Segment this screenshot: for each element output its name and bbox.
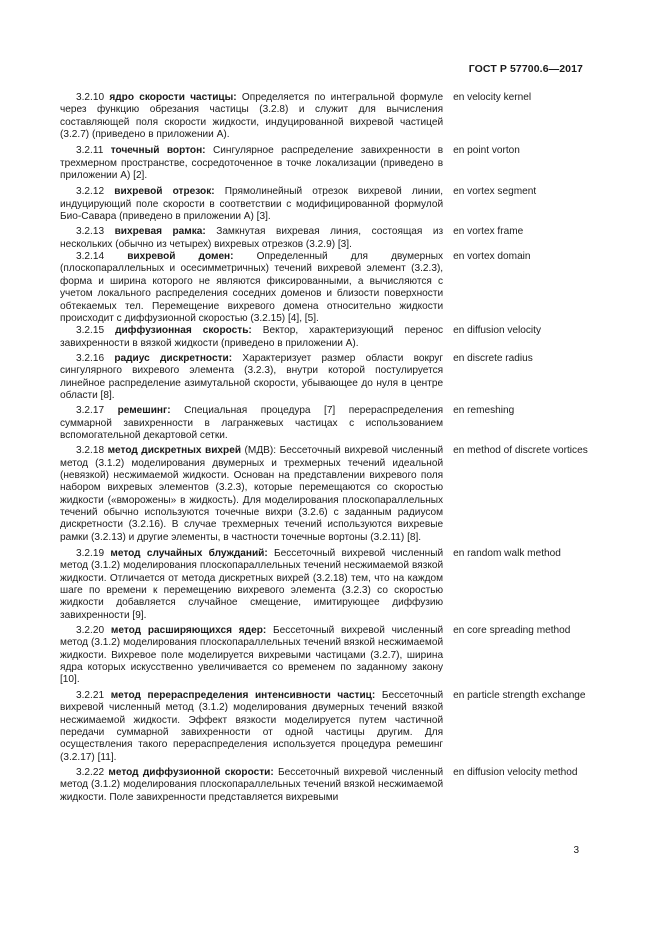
definition-text — [60, 625, 443, 687]
term-definition: Вектор, характеризующий перенос завихренности в вязкой жидкости (приведено в приложении А). — [60, 325, 444, 349]
term-number: 3.2.20 — [76, 625, 105, 637]
definition-text — [60, 186, 443, 223]
definition-entry — [60, 690, 600, 764]
english-equivalent: en vortex segment — [453, 186, 537, 198]
term-definition: Прямолинейный отрезок вихревой линии, индуцирующий поле скорости в соответствии с модифицированной формулой Био-Савара (приведено в приложении А) [3]. — [60, 186, 444, 223]
definition-entry — [60, 145, 600, 182]
english-equivalent: en core spreading method — [453, 625, 571, 637]
term-number: 3.2.12 — [76, 186, 105, 198]
definition-entry — [60, 767, 600, 804]
english-equivalent: en velocity kernel — [453, 92, 532, 103]
definition-text — [60, 353, 443, 402]
term-definition: Определенный для двумерных (плоскопараллельных и осесимметричных) течений вихревой элемент (3.2.3), форма и ширина которого не являются фиксированными, а вычисляются с учетом локального распределения соседних доменов и близости поверхности обтекаемых тел. Перемещение вихревого домена относительно жидкости происходит с диффузионной скоростью (3.2.15) [4], [5]. — [60, 251, 444, 324]
term-definition: Бессеточный вихревой численный метод (3.1.2) моделирования плоскопараллельных течений вязкой несжимаемой жидкости. Вихревое поле моделируется вихревыми частицами (3.2.7), ширина ядра которых искусственно увеличивается со временем по заданному закону [10]. — [60, 625, 444, 686]
term-name: радиус дискретности: — [114, 352, 233, 364]
definition-text — [60, 325, 443, 350]
term-definition: Бессеточный вихревой численный метод (3.1.2) моделирования плоскопараллельных течений вязкой несжимаемой жидкости. Поле завихренности представляется вихревыми — [60, 766, 444, 803]
term-number: 3.2.17 — [76, 405, 105, 417]
definition-entry — [60, 353, 600, 402]
term-definition: Сингулярное распределение завихренности в трехмерном пространстве, сосредоточенное в точке локализации (приведено в приложении А) [2]. — [60, 145, 444, 182]
term-name: метод диффузионной скорости: — [108, 766, 274, 778]
term-number: 3.2.10 — [76, 92, 105, 103]
term-name: метод дискретных вихрей — [107, 445, 242, 457]
term-number: 3.2.21 — [76, 689, 105, 701]
definition-entry — [60, 186, 600, 223]
definition-text — [60, 767, 443, 804]
definition-entry — [60, 548, 600, 622]
term-number: 3.2.11 — [76, 145, 104, 157]
english-equivalent: en vortex frame — [453, 226, 524, 238]
term-definition: Определяется по интегральной формуле через функцию обрезания частицы (3.2.8) и служит для вычисления составляющей поля скорости жидкости, индуцированной вихревой частицей (3.2.7) (приведено в приложении А). — [60, 92, 444, 141]
definition-text — [60, 445, 443, 544]
english-equivalent: en diffusion velocity method — [453, 766, 578, 778]
term-definition: (МДВ): Бессеточный вихревой численный метод (3.1.2) моделирования двумерных и трехмерных течений идеальной (невязкой) несжимаемой жидкости. Основан на представлении вихревого поля набором вихревых элементов (3.2.3), которые перемещаются со скоростью жидкости («вморожены» в жидкость). Для моделирования плоскопараллельных течений обычно используются точечные вихри (3.2.6) с заданным радиусом дискретности (3.2.16). В случае трехмерных течений используются вихревые рамки (3.2.13) и другие элементы, в частности точечные вортоны (3.2.11) [8]. — [60, 445, 444, 543]
term-number: 3.2.22 — [76, 766, 105, 778]
definition-text — [60, 92, 443, 141]
english-equivalent: en method of discrete vortices — [453, 445, 588, 457]
term-name: метод перераспределения интенсивности частиц: — [110, 689, 376, 701]
definition-text — [60, 251, 443, 325]
term-name: ремешинг: — [117, 405, 171, 417]
term-definition: Бессеточный вихревой численный метод (3.1.2) моделирования плоскопараллельных течений несжимаемой вязкой жидкости. Отличается от метода дискретных вихрей (3.2.18) тем, что на каждом шаге по времени к перемещению вихревого элемента (3.2.3) со скоростью жидкости добавляется случайное смещение, имитирующее диффузию завихренности [9]. — [60, 548, 444, 621]
english-equivalent: en remeshing — [453, 405, 515, 417]
term-name: вихревой отрезок: — [114, 186, 215, 198]
definition-text — [60, 226, 443, 251]
term-number: 3.2.13 — [76, 226, 105, 238]
term-name: вихревой домен: — [127, 251, 234, 263]
definition-text — [60, 405, 443, 442]
definition-text — [60, 548, 443, 622]
definition-entry — [60, 92, 600, 141]
standard-header: ГОСТ Р 57700.6—2017 — [468, 63, 583, 75]
english-equivalent: en random walk method — [453, 548, 561, 560]
term-definition: Специальная процедура [7] перераспределения суммарной завихренности в лагранжевых частицах с использованием вспомогательной декартовой сетки. — [60, 405, 444, 441]
definition-text — [60, 690, 443, 764]
definition-entry — [60, 405, 600, 442]
term-definition: Бессеточный вихревой численный метод (3.1.2) моделирования двумерных течений вязкой несжимаемой жидкости. Эффект вязкости моделируется путем частичной передачи суммарной завихренности от одной частицы другим. Для осуществления такого перераспределения используется процедура ремешинг (3.2.17) [11]. — [60, 689, 444, 763]
page-number: 3 — [573, 845, 579, 856]
term-definition: Замкнутая вихревая линия, состоящая из нескольких (обычно из четырех) вихревых отрезков (3.2.9) [3]. — [60, 226, 444, 250]
english-equivalent: en particle strength exchange — [453, 689, 586, 701]
term-name: ядро скорости частицы: — [109, 92, 237, 103]
term-number: 3.2.16 — [76, 352, 105, 364]
english-equivalent: en vortex domain — [453, 251, 531, 263]
term-name: метод расширяющихся ядер: — [110, 625, 267, 637]
english-equivalent: en diffusion velocity — [453, 325, 542, 337]
english-equivalent: en discrete radius — [453, 352, 533, 364]
term-name: точечный вортон: — [110, 145, 206, 157]
term-number: 3.2.14 — [76, 251, 105, 263]
definition-entry — [60, 226, 600, 251]
definition-entry — [60, 445, 600, 544]
term-number: 3.2.19 — [76, 548, 105, 560]
term-number: 3.2.18 — [76, 445, 105, 457]
definition-entry — [60, 325, 600, 350]
term-name: метод случайных блужданий: — [110, 548, 268, 560]
definition-entry — [60, 625, 600, 687]
term-number: 3.2.15 — [76, 325, 105, 337]
definition-text — [60, 145, 443, 182]
term-name: диффузионная скорость: — [115, 325, 252, 337]
term-name: вихревая рамка: — [114, 226, 206, 238]
term-definition: Характеризует размер области вокруг сингулярного вихревого элемента (3.2.3), внутри которой постулируется линейное распределение азимутальной скорости, убывающее до нуля в центре области [8]. — [60, 352, 444, 401]
definition-entry — [60, 251, 600, 325]
english-equivalent: en point vorton — [453, 145, 520, 157]
definitions-list — [60, 92, 600, 804]
